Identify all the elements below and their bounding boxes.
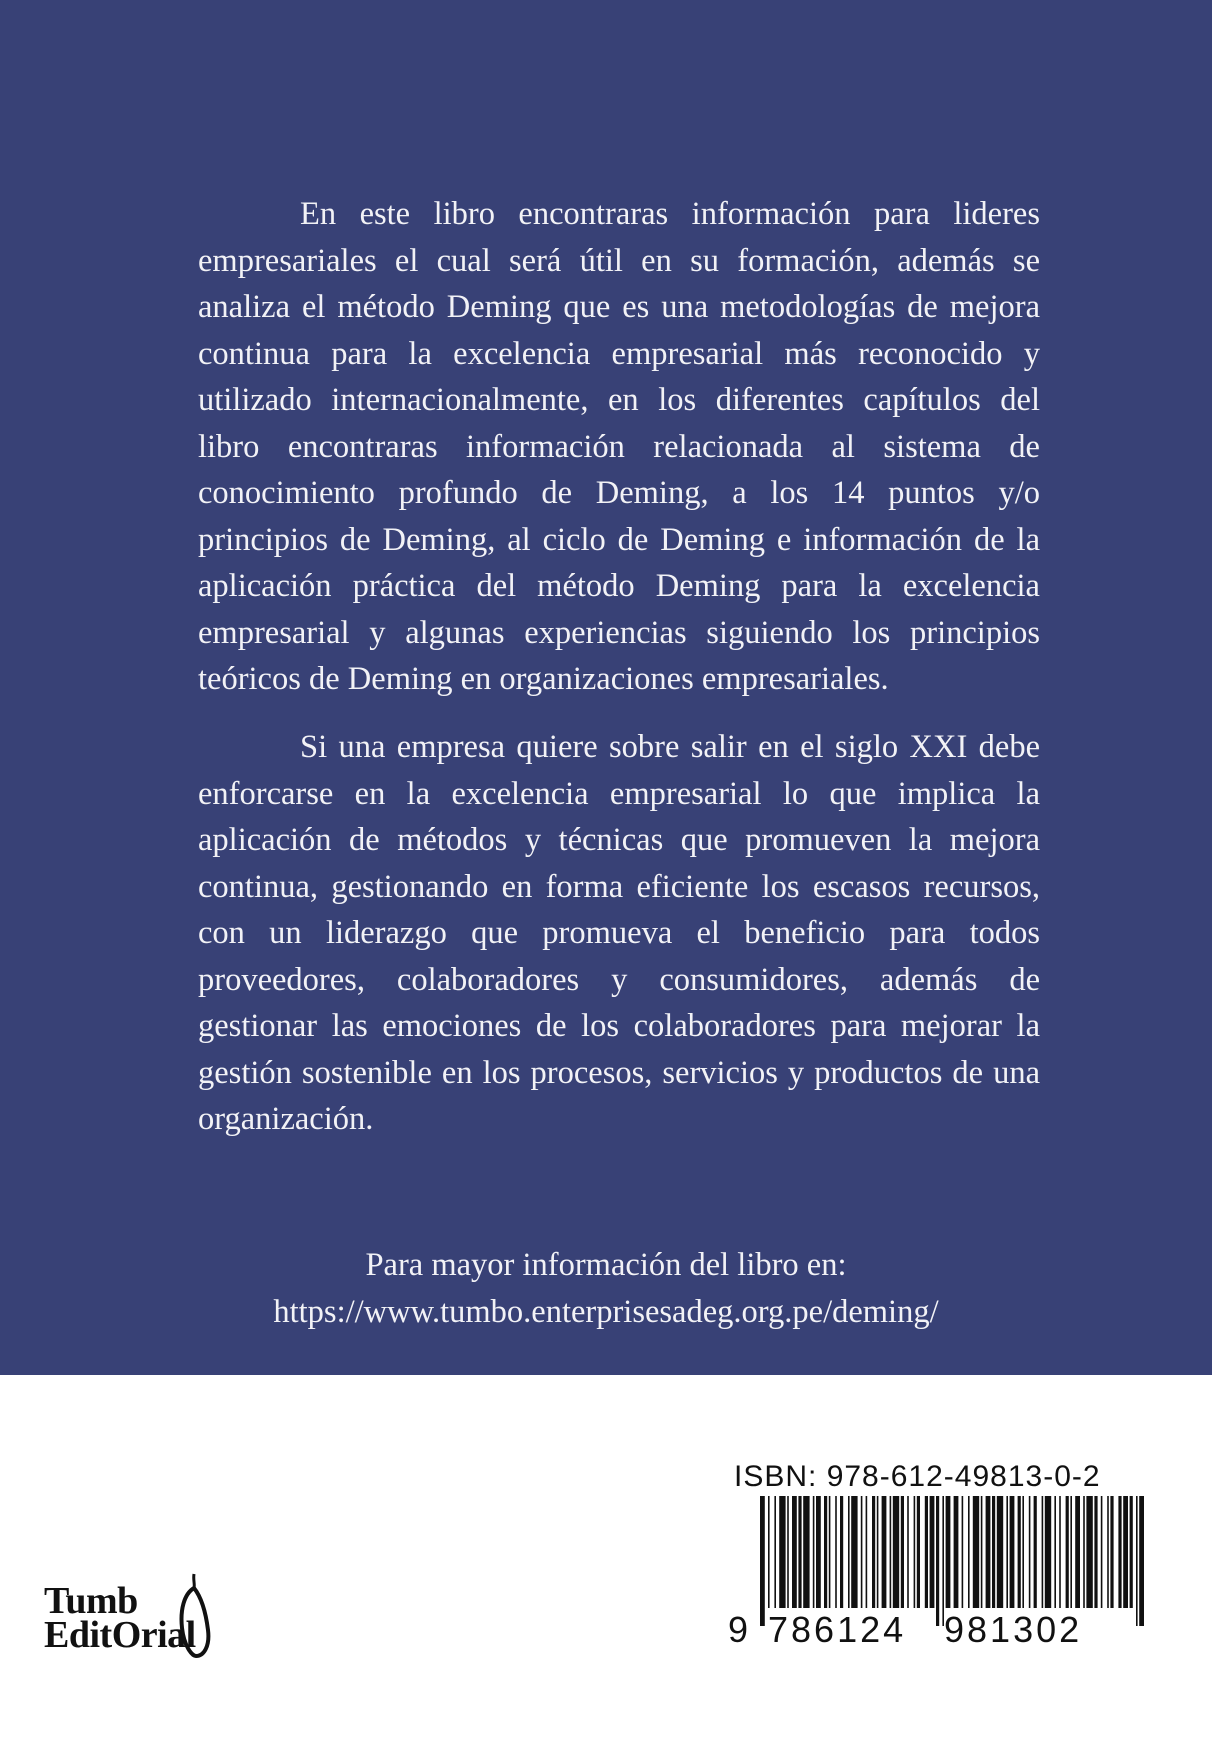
barcode-right-digits: 981302 — [944, 1609, 1083, 1650]
barcode-bar — [774, 1496, 776, 1608]
barcode-bar — [1006, 1496, 1008, 1608]
more-info-url[interactable]: https://www.tumbo.enterprisesadeg.org.pe/deming/ — [273, 1293, 939, 1330]
barcode-bar — [973, 1496, 979, 1608]
barcode-bar — [981, 1496, 983, 1608]
barcode-bar — [1066, 1496, 1069, 1608]
barcode-bar — [1075, 1496, 1080, 1608]
barcode-first-digit: 9 — [728, 1609, 749, 1650]
barcode-bar — [1059, 1496, 1061, 1608]
barcode-bar — [877, 1496, 879, 1608]
barcode-bar — [907, 1496, 909, 1608]
publisher-logo — [44, 1570, 294, 1660]
barcode-bar — [861, 1496, 863, 1608]
barcode-bar — [942, 1496, 944, 1626]
barcode-bar — [813, 1496, 815, 1608]
barcode-bar — [872, 1496, 875, 1608]
barcode-bar — [890, 1496, 892, 1608]
barcode-bar — [866, 1496, 868, 1608]
logo-line-2: EditOrial — [44, 1614, 196, 1656]
more-info-label: Para mayor información del libro en: — [365, 1247, 847, 1283]
barcode-bar — [1022, 1496, 1024, 1608]
barcode-bar — [798, 1496, 801, 1608]
barcode-bar — [1110, 1496, 1113, 1608]
barcode-bar — [901, 1496, 904, 1608]
barcode-bar — [930, 1496, 935, 1608]
barcode-bar — [954, 1496, 959, 1608]
logo-line-1: Tumb — [44, 1580, 138, 1622]
barcode-bar — [1010, 1496, 1015, 1608]
barcode-bar — [1123, 1496, 1128, 1608]
barcode-bar — [1130, 1496, 1133, 1608]
barcode-bar — [824, 1496, 827, 1608]
more-info-block — [0, 1242, 1212, 1335]
barcode-bar — [925, 1496, 928, 1608]
barcode-bar — [1118, 1496, 1121, 1608]
barcode-left-digits: 786124 — [768, 1609, 907, 1650]
barcode-bar — [1086, 1496, 1092, 1608]
barcode-bar — [816, 1496, 821, 1608]
barcode-bar — [893, 1496, 899, 1608]
isbn-label: ISBN: 978-612-49813-0-2 — [734, 1460, 1101, 1493]
barcode-bar — [1054, 1496, 1056, 1608]
pear-icon — [174, 1570, 214, 1660]
barcode-bar — [760, 1496, 765, 1626]
blurb-paragraph-1: En este libro encontraras información para lideres empresariales el cual será útil en su formación, además se analiza el método Deming que es una metodologías de mejora continua para la excelencia empresarial más reconocido y utilizado internacionalmente, en los diferentes capítulos del libro encontraras información relacionada al sistema de conocimiento profundo de Deming, a los 14 puntos y/o principios de Deming, al ciclo de Deming e información de la aplicación práctica del método Deming para la excelencia empresarial y algunas experiencias siguiendo los principios teóricos de Deming en organizaciones empresariales. — [198, 196, 1040, 697]
barcode-bar — [1136, 1496, 1138, 1626]
barcode-bar — [792, 1496, 797, 1608]
barcode-bar — [997, 1496, 1003, 1608]
barcode-bar — [1018, 1496, 1021, 1608]
barcode-bar — [851, 1496, 857, 1608]
isbn-barcode — [730, 1460, 1150, 1655]
barcode-bar — [1094, 1496, 1097, 1608]
barcode-bar — [986, 1496, 991, 1608]
barcode-bar — [779, 1496, 785, 1608]
barcode-bar — [917, 1496, 920, 1608]
barcode-bar — [1107, 1496, 1109, 1608]
barcode-bar — [1029, 1496, 1031, 1608]
barcode-bar — [1045, 1496, 1051, 1608]
barcode-bar — [1101, 1496, 1103, 1608]
barcode-bar — [1083, 1496, 1085, 1608]
barcode-bar — [1070, 1496, 1072, 1608]
barcode-bar — [882, 1496, 887, 1608]
barcode-bar — [1139, 1496, 1144, 1626]
barcode-bar — [992, 1496, 995, 1608]
barcode-bar — [1034, 1496, 1037, 1608]
barcode-bar — [962, 1496, 964, 1608]
barcode-bar — [787, 1496, 789, 1608]
barcode-bar — [835, 1496, 837, 1608]
barcode-bar — [848, 1496, 850, 1608]
barcode-bar — [914, 1496, 916, 1608]
barcode-bar — [936, 1496, 939, 1626]
blurb-paragraph-2: Si una empresa quiere sobre salir en el siglo XXI debe enforcarse en la excelencia empresarial lo que implica la aplicación de métodos y técnicas que promueven la mejora continua, gestionando en forma eficiente los escasos recursos, con un liderazgo que promueva el beneficio para todos proveedores, colaboradores y consumidores, además de gestionar las emociones de los colaboradores para mejorar la gestión sostenible en los procesos, servicios y productos de una organización. — [198, 729, 1040, 1137]
barcode-bar — [968, 1496, 970, 1608]
barcode-bar — [1042, 1496, 1044, 1608]
barcode-bar — [829, 1496, 831, 1608]
barcode-bar — [768, 1496, 770, 1608]
barcode-bar — [840, 1496, 843, 1608]
barcode-bar — [946, 1496, 951, 1608]
barcode-bar — [803, 1496, 809, 1608]
